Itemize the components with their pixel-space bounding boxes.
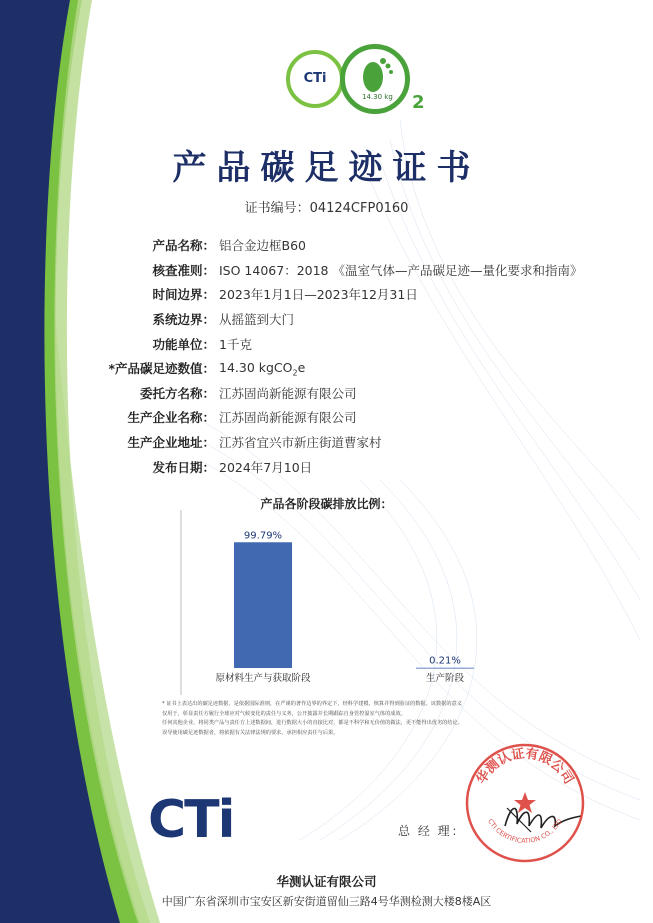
field-value: 2024年7月10日 [219, 459, 313, 475]
field-label: 时间边界： [152, 287, 215, 303]
seal-top-text: 华测认证有限公司 [474, 746, 576, 787]
issuer-address: 中国广东省深圳市宝安区新安街道留仙三路4号华测检测大楼8楼A区 [161, 895, 492, 908]
field-row [100, 430, 620, 455]
field-row [100, 454, 620, 479]
chart-title: 产品各阶段碳排放比例： [260, 497, 393, 511]
field-row [100, 381, 620, 406]
field-row [100, 331, 620, 356]
chart-category-label: 原材料生产与获取阶段 [215, 673, 311, 684]
footprint-number: 14.30 kgCO [219, 359, 293, 375]
certificate-fields [100, 233, 620, 479]
seal-bottom-text: CTI CERTIFICATION CO., LTD [486, 817, 564, 845]
svg-text:华测认证有限公司 [473, 746, 577, 787]
field-value: 2023年1月1日—2023年12月31日 [219, 287, 418, 303]
logo-cti-circle: CTi [286, 50, 344, 108]
footprint-subscript: 2 [292, 368, 298, 378]
company-seal-icon [462, 740, 588, 866]
field-row [100, 233, 620, 258]
field-row [100, 282, 620, 307]
note-line: 任何其他企业，将同类产品与责任方上述数据间，进行数据大小的直接比对，都是不科学和无价值的做法，更不能得出优劣的结论。 [162, 720, 463, 726]
field-label: *产品碳足迹数值： [108, 361, 215, 377]
footprint-value [215, 360, 305, 378]
svg-text:CTI CERTIFICATION CO., LTD [486, 818, 564, 845]
field-value: 铝合金边框B60 [219, 238, 306, 254]
note-line: 误导使用碳足迹数据者，将依据有关法律法规的要求，承担相应责任与后果。 [162, 729, 339, 736]
field-label: 系统边界： [152, 312, 215, 328]
field-value: 江苏固尚新能源有限公司 [219, 385, 357, 401]
footprint-suffix: e [297, 359, 306, 375]
field-row [100, 356, 620, 381]
field-label: 发布日期： [152, 459, 215, 475]
general-manager-label: 总 经 理： [398, 824, 466, 838]
issuer-name: 华测认证有限公司 [276, 874, 377, 889]
note-line: * 证书上表达出的碳足迹数据，是依据国际准则，在严谨的著作边界的界定下，经科学建模、核算并得到验证的数据。该数据的意义 [162, 701, 462, 707]
chart-category-label: 生产阶段 [425, 673, 465, 684]
field-label: 生产企业名称： [127, 410, 215, 426]
field-value: 江苏固尚新能源有限公司 [219, 410, 357, 426]
certificate-title: 产品碳足迹证书 [172, 148, 481, 188]
chart-data-label: 0.21% [429, 655, 461, 667]
field-value: 江苏省宜兴市新庄街道曹家村 [219, 435, 382, 451]
logo-subscript: 2 [412, 92, 425, 113]
field-value: ISO 14067：2018 《温室气体—产品碳足迹—量化要求和指南》 [219, 262, 583, 278]
logo-value: 14.30 kg [362, 93, 393, 101]
field-label: 委托方名称： [139, 385, 215, 401]
certificate-number: 证书编号：04124CFP0160 [244, 201, 409, 216]
field-label: 产品名称： [152, 238, 215, 254]
cti-logo: CTi [148, 790, 234, 850]
field-label: 功能单位： [152, 336, 215, 352]
co2-logo [286, 44, 432, 124]
chart-data-label: 99.79% [243, 530, 283, 542]
field-row [100, 258, 620, 283]
note-line: 仅用于，彰显责任方履行全球应对气候变化的责任与义务，公开披露并长期跟踪自身管控温室气体的成效。 [162, 710, 406, 717]
field-value: 从摇篮到大门 [219, 312, 295, 328]
footprint-circle-icon [340, 44, 410, 114]
field-row [100, 307, 620, 332]
disclaimer-notes [162, 700, 542, 738]
field-row [100, 405, 620, 430]
field-value: 1千克 [219, 336, 252, 352]
field-label: 生产企业地址： [127, 435, 215, 451]
field-label: 核查准则： [152, 262, 215, 278]
